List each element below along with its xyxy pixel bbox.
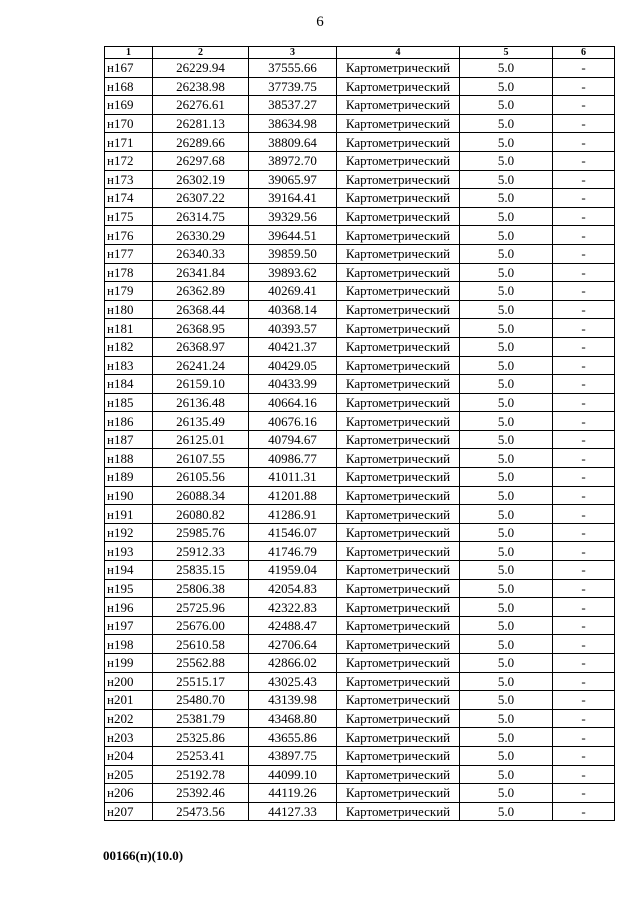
- note-cell: -: [553, 207, 615, 226]
- table-row: [105, 282, 615, 301]
- x-coordinate-cell: 25325.86: [153, 728, 249, 747]
- table-row: [105, 468, 615, 487]
- method-cell: Картометрический: [337, 486, 460, 505]
- point-id-cell: н207: [105, 802, 153, 821]
- note-cell: -: [553, 282, 615, 301]
- y-coordinate-cell: 40794.67: [249, 430, 337, 449]
- note-cell: -: [553, 709, 615, 728]
- point-id-cell: н174: [105, 189, 153, 208]
- y-coordinate-cell: 38972.70: [249, 151, 337, 170]
- y-coordinate-cell: 44099.10: [249, 765, 337, 784]
- point-id-cell: н170: [105, 114, 153, 133]
- accuracy-cell: 5.0: [460, 505, 553, 524]
- table-row: [105, 486, 615, 505]
- point-id-cell: н167: [105, 59, 153, 78]
- x-coordinate-cell: 26159.10: [153, 375, 249, 394]
- point-id-cell: н181: [105, 319, 153, 338]
- table-row: [105, 635, 615, 654]
- point-id-cell: н194: [105, 561, 153, 580]
- accuracy-cell: 5.0: [460, 133, 553, 152]
- table-row: [105, 133, 615, 152]
- accuracy-cell: 5.0: [460, 672, 553, 691]
- table-row: [105, 96, 615, 115]
- x-coordinate-cell: 26368.97: [153, 337, 249, 356]
- y-coordinate-cell: 37739.75: [249, 77, 337, 96]
- x-coordinate-cell: 26340.33: [153, 244, 249, 263]
- accuracy-cell: 5.0: [460, 691, 553, 710]
- accuracy-cell: 5.0: [460, 561, 553, 580]
- accuracy-cell: 5.0: [460, 765, 553, 784]
- coordinates-table: [104, 46, 615, 821]
- accuracy-cell: 5.0: [460, 282, 553, 301]
- x-coordinate-cell: 25835.15: [153, 561, 249, 580]
- x-coordinate-cell: 26135.49: [153, 412, 249, 431]
- y-coordinate-cell: 40368.14: [249, 300, 337, 319]
- y-coordinate-cell: 41959.04: [249, 561, 337, 580]
- x-coordinate-cell: 26314.75: [153, 207, 249, 226]
- x-coordinate-cell: 26281.13: [153, 114, 249, 133]
- x-coordinate-cell: 26297.68: [153, 151, 249, 170]
- y-coordinate-cell: 41746.79: [249, 542, 337, 561]
- table-row: [105, 393, 615, 412]
- point-id-cell: н169: [105, 96, 153, 115]
- y-coordinate-cell: 42488.47: [249, 616, 337, 635]
- note-cell: -: [553, 765, 615, 784]
- note-cell: -: [553, 449, 615, 468]
- note-cell: -: [553, 412, 615, 431]
- method-cell: Картометрический: [337, 375, 460, 394]
- note-cell: -: [553, 319, 615, 338]
- x-coordinate-cell: 26307.22: [153, 189, 249, 208]
- note-cell: -: [553, 468, 615, 487]
- accuracy-cell: 5.0: [460, 486, 553, 505]
- method-cell: Картометрический: [337, 542, 460, 561]
- x-coordinate-cell: 25562.88: [153, 654, 249, 673]
- note-cell: -: [553, 226, 615, 245]
- accuracy-cell: 5.0: [460, 523, 553, 542]
- point-id-cell: н183: [105, 356, 153, 375]
- x-coordinate-cell: 26107.55: [153, 449, 249, 468]
- note-cell: -: [553, 784, 615, 803]
- point-id-cell: н176: [105, 226, 153, 245]
- note-cell: -: [553, 263, 615, 282]
- point-id-cell: н201: [105, 691, 153, 710]
- x-coordinate-cell: 26088.34: [153, 486, 249, 505]
- method-cell: Картометрический: [337, 207, 460, 226]
- y-coordinate-cell: 40676.16: [249, 412, 337, 431]
- table-row: [105, 356, 615, 375]
- note-cell: -: [553, 96, 615, 115]
- x-coordinate-cell: 26341.84: [153, 263, 249, 282]
- note-cell: -: [553, 356, 615, 375]
- point-id-cell: н187: [105, 430, 153, 449]
- table-row: [105, 449, 615, 468]
- y-coordinate-cell: 38634.98: [249, 114, 337, 133]
- column-header-4: 4: [337, 47, 460, 59]
- y-coordinate-cell: 44119.26: [249, 784, 337, 803]
- y-coordinate-cell: 39065.97: [249, 170, 337, 189]
- x-coordinate-cell: 25725.96: [153, 598, 249, 617]
- accuracy-cell: 5.0: [460, 337, 553, 356]
- y-coordinate-cell: 39644.51: [249, 226, 337, 245]
- note-cell: -: [553, 170, 615, 189]
- table-row: [105, 226, 615, 245]
- x-coordinate-cell: 26136.48: [153, 393, 249, 412]
- y-coordinate-cell: 43897.75: [249, 746, 337, 765]
- method-cell: Картометрический: [337, 282, 460, 301]
- method-cell: Картометрический: [337, 133, 460, 152]
- point-id-cell: н206: [105, 784, 153, 803]
- point-id-cell: н188: [105, 449, 153, 468]
- accuracy-cell: 5.0: [460, 263, 553, 282]
- x-coordinate-cell: 26105.56: [153, 468, 249, 487]
- y-coordinate-cell: 43139.98: [249, 691, 337, 710]
- column-header-5: 5: [460, 47, 553, 59]
- point-id-cell: н173: [105, 170, 153, 189]
- table-row: [105, 523, 615, 542]
- y-coordinate-cell: 41286.91: [249, 505, 337, 524]
- method-cell: Картометрический: [337, 635, 460, 654]
- method-cell: Картометрический: [337, 114, 460, 133]
- point-id-cell: н175: [105, 207, 153, 226]
- y-coordinate-cell: 40664.16: [249, 393, 337, 412]
- note-cell: -: [553, 133, 615, 152]
- accuracy-cell: 5.0: [460, 449, 553, 468]
- note-cell: -: [553, 337, 615, 356]
- point-id-cell: н171: [105, 133, 153, 152]
- note-cell: -: [553, 114, 615, 133]
- x-coordinate-cell: 25806.38: [153, 579, 249, 598]
- x-coordinate-cell: 25912.33: [153, 542, 249, 561]
- x-coordinate-cell: 25985.76: [153, 523, 249, 542]
- note-cell: -: [553, 635, 615, 654]
- note-cell: -: [553, 430, 615, 449]
- method-cell: Картометрический: [337, 505, 460, 524]
- y-coordinate-cell: 37555.66: [249, 59, 337, 78]
- point-id-cell: н182: [105, 337, 153, 356]
- x-coordinate-cell: 26229.94: [153, 59, 249, 78]
- point-id-cell: н180: [105, 300, 153, 319]
- method-cell: Картометрический: [337, 784, 460, 803]
- table-row: [105, 691, 615, 710]
- accuracy-cell: 5.0: [460, 375, 553, 394]
- method-cell: Картометрический: [337, 170, 460, 189]
- x-coordinate-cell: 26125.01: [153, 430, 249, 449]
- table-row: [105, 412, 615, 431]
- note-cell: -: [553, 691, 615, 710]
- table-row: [105, 598, 615, 617]
- y-coordinate-cell: 40433.99: [249, 375, 337, 394]
- y-coordinate-cell: 40393.57: [249, 319, 337, 338]
- table-row: [105, 802, 615, 821]
- x-coordinate-cell: 26362.89: [153, 282, 249, 301]
- note-cell: -: [553, 151, 615, 170]
- accuracy-cell: 5.0: [460, 189, 553, 208]
- y-coordinate-cell: 40429.05: [249, 356, 337, 375]
- table-row: [105, 207, 615, 226]
- point-id-cell: н204: [105, 746, 153, 765]
- table-header-row: [105, 47, 615, 59]
- table-body: [105, 59, 615, 821]
- table-row: [105, 672, 615, 691]
- table-row: [105, 375, 615, 394]
- method-cell: Картометрический: [337, 300, 460, 319]
- y-coordinate-cell: 38537.27: [249, 96, 337, 115]
- method-cell: Картометрический: [337, 337, 460, 356]
- method-cell: Картометрический: [337, 616, 460, 635]
- table-row: [105, 170, 615, 189]
- note-cell: -: [553, 561, 615, 580]
- y-coordinate-cell: 39164.41: [249, 189, 337, 208]
- point-id-cell: н184: [105, 375, 153, 394]
- note-cell: -: [553, 189, 615, 208]
- accuracy-cell: 5.0: [460, 319, 553, 338]
- x-coordinate-cell: 26330.29: [153, 226, 249, 245]
- table-row: [105, 616, 615, 635]
- method-cell: Картометрический: [337, 244, 460, 263]
- note-cell: -: [553, 244, 615, 263]
- table-row: [105, 263, 615, 282]
- table-row: [105, 300, 615, 319]
- point-id-cell: н198: [105, 635, 153, 654]
- accuracy-cell: 5.0: [460, 77, 553, 96]
- method-cell: Картометрический: [337, 449, 460, 468]
- y-coordinate-cell: 38809.64: [249, 133, 337, 152]
- column-header-3: 3: [249, 47, 337, 59]
- page-number: 6: [316, 14, 324, 30]
- table-row: [105, 337, 615, 356]
- method-cell: Картометрический: [337, 709, 460, 728]
- method-cell: Картометрический: [337, 691, 460, 710]
- method-cell: Картометрический: [337, 746, 460, 765]
- method-cell: Картометрический: [337, 468, 460, 487]
- y-coordinate-cell: 39893.62: [249, 263, 337, 282]
- method-cell: Картометрический: [337, 393, 460, 412]
- point-id-cell: н190: [105, 486, 153, 505]
- table-row: [105, 505, 615, 524]
- method-cell: Картометрический: [337, 263, 460, 282]
- x-coordinate-cell: 26368.95: [153, 319, 249, 338]
- accuracy-cell: 5.0: [460, 412, 553, 431]
- method-cell: Картометрический: [337, 226, 460, 245]
- point-id-cell: н196: [105, 598, 153, 617]
- point-id-cell: н191: [105, 505, 153, 524]
- point-id-cell: н189: [105, 468, 153, 487]
- x-coordinate-cell: 26241.24: [153, 356, 249, 375]
- note-cell: -: [553, 598, 615, 617]
- point-id-cell: н202: [105, 709, 153, 728]
- note-cell: -: [553, 523, 615, 542]
- point-id-cell: н200: [105, 672, 153, 691]
- method-cell: Картометрический: [337, 561, 460, 580]
- method-cell: Картометрический: [337, 579, 460, 598]
- y-coordinate-cell: 43468.80: [249, 709, 337, 728]
- y-coordinate-cell: 41011.31: [249, 468, 337, 487]
- table-row: [105, 77, 615, 96]
- table-row: [105, 189, 615, 208]
- accuracy-cell: 5.0: [460, 430, 553, 449]
- x-coordinate-cell: 25480.70: [153, 691, 249, 710]
- accuracy-cell: 5.0: [460, 59, 553, 78]
- y-coordinate-cell: 41546.07: [249, 523, 337, 542]
- y-coordinate-cell: 41201.88: [249, 486, 337, 505]
- method-cell: Картометрический: [337, 523, 460, 542]
- accuracy-cell: 5.0: [460, 598, 553, 617]
- accuracy-cell: 5.0: [460, 356, 553, 375]
- column-header-6: 6: [553, 47, 615, 59]
- column-header-1: 1: [105, 47, 153, 59]
- method-cell: Картометрический: [337, 672, 460, 691]
- column-header-2: 2: [153, 47, 249, 59]
- x-coordinate-cell: 25610.58: [153, 635, 249, 654]
- method-cell: Картометрический: [337, 728, 460, 747]
- point-id-cell: н172: [105, 151, 153, 170]
- point-id-cell: н205: [105, 765, 153, 784]
- method-cell: Картометрический: [337, 802, 460, 821]
- note-cell: -: [553, 579, 615, 598]
- y-coordinate-cell: 42322.83: [249, 598, 337, 617]
- point-id-cell: н203: [105, 728, 153, 747]
- point-id-cell: н193: [105, 542, 153, 561]
- note-cell: -: [553, 728, 615, 747]
- accuracy-cell: 5.0: [460, 728, 553, 747]
- note-cell: -: [553, 616, 615, 635]
- x-coordinate-cell: 25515.17: [153, 672, 249, 691]
- accuracy-cell: 5.0: [460, 654, 553, 673]
- accuracy-cell: 5.0: [460, 244, 553, 263]
- method-cell: Картометрический: [337, 598, 460, 617]
- y-coordinate-cell: 39859.50: [249, 244, 337, 263]
- table-row: [105, 542, 615, 561]
- x-coordinate-cell: 25192.78: [153, 765, 249, 784]
- x-coordinate-cell: 25392.46: [153, 784, 249, 803]
- method-cell: Картометрический: [337, 77, 460, 96]
- note-cell: -: [553, 375, 615, 394]
- accuracy-cell: 5.0: [460, 802, 553, 821]
- method-cell: Картометрический: [337, 412, 460, 431]
- y-coordinate-cell: 42706.64: [249, 635, 337, 654]
- x-coordinate-cell: 25676.00: [153, 616, 249, 635]
- accuracy-cell: 5.0: [460, 170, 553, 189]
- accuracy-cell: 5.0: [460, 542, 553, 561]
- table-row: [105, 319, 615, 338]
- accuracy-cell: 5.0: [460, 616, 553, 635]
- y-coordinate-cell: 40986.77: [249, 449, 337, 468]
- method-cell: Картометрический: [337, 151, 460, 170]
- accuracy-cell: 5.0: [460, 151, 553, 170]
- x-coordinate-cell: 26238.98: [153, 77, 249, 96]
- point-id-cell: н195: [105, 579, 153, 598]
- accuracy-cell: 5.0: [460, 635, 553, 654]
- table-row: [105, 765, 615, 784]
- method-cell: Картометрический: [337, 654, 460, 673]
- note-cell: -: [553, 802, 615, 821]
- y-coordinate-cell: 39329.56: [249, 207, 337, 226]
- point-id-cell: н179: [105, 282, 153, 301]
- method-cell: Картометрический: [337, 356, 460, 375]
- y-coordinate-cell: 43655.86: [249, 728, 337, 747]
- table-row: [105, 728, 615, 747]
- note-cell: -: [553, 542, 615, 561]
- y-coordinate-cell: 43025.43: [249, 672, 337, 691]
- accuracy-cell: 5.0: [460, 746, 553, 765]
- table-row: [105, 746, 615, 765]
- method-cell: Картометрический: [337, 319, 460, 338]
- accuracy-cell: 5.0: [460, 784, 553, 803]
- point-id-cell: н186: [105, 412, 153, 431]
- point-id-cell: н199: [105, 654, 153, 673]
- table-row: [105, 654, 615, 673]
- accuracy-cell: 5.0: [460, 207, 553, 226]
- x-coordinate-cell: 26289.66: [153, 133, 249, 152]
- method-cell: Картометрический: [337, 189, 460, 208]
- note-cell: -: [553, 654, 615, 673]
- note-cell: -: [553, 77, 615, 96]
- x-coordinate-cell: 26080.82: [153, 505, 249, 524]
- note-cell: -: [553, 393, 615, 412]
- y-coordinate-cell: 44127.33: [249, 802, 337, 821]
- accuracy-cell: 5.0: [460, 709, 553, 728]
- x-coordinate-cell: 26276.61: [153, 96, 249, 115]
- method-cell: Картометрический: [337, 96, 460, 115]
- method-cell: Картометрический: [337, 59, 460, 78]
- point-id-cell: н168: [105, 77, 153, 96]
- x-coordinate-cell: 26302.19: [153, 170, 249, 189]
- accuracy-cell: 5.0: [460, 226, 553, 245]
- y-coordinate-cell: 40421.37: [249, 337, 337, 356]
- accuracy-cell: 5.0: [460, 579, 553, 598]
- method-cell: Картометрический: [337, 765, 460, 784]
- accuracy-cell: 5.0: [460, 96, 553, 115]
- table-row: [105, 561, 615, 580]
- table-row: [105, 151, 615, 170]
- table-row: [105, 244, 615, 263]
- note-cell: -: [553, 486, 615, 505]
- table-row: [105, 430, 615, 449]
- note-cell: -: [553, 672, 615, 691]
- y-coordinate-cell: 42866.02: [249, 654, 337, 673]
- note-cell: -: [553, 746, 615, 765]
- accuracy-cell: 5.0: [460, 393, 553, 412]
- x-coordinate-cell: 25473.56: [153, 802, 249, 821]
- point-id-cell: н185: [105, 393, 153, 412]
- table-row: [105, 709, 615, 728]
- note-cell: -: [553, 59, 615, 78]
- point-id-cell: н177: [105, 244, 153, 263]
- point-id-cell: н178: [105, 263, 153, 282]
- table-row: [105, 59, 615, 78]
- document-code: 00166(п)(10.0): [103, 848, 184, 863]
- table-row: [105, 579, 615, 598]
- accuracy-cell: 5.0: [460, 468, 553, 487]
- y-coordinate-cell: 40269.41: [249, 282, 337, 301]
- note-cell: -: [553, 300, 615, 319]
- x-coordinate-cell: 25253.41: [153, 746, 249, 765]
- method-cell: Картометрический: [337, 430, 460, 449]
- accuracy-cell: 5.0: [460, 114, 553, 133]
- x-coordinate-cell: 26368.44: [153, 300, 249, 319]
- table-row: [105, 114, 615, 133]
- x-coordinate-cell: 25381.79: [153, 709, 249, 728]
- y-coordinate-cell: 42054.83: [249, 579, 337, 598]
- note-cell: -: [553, 505, 615, 524]
- table-row: [105, 784, 615, 803]
- point-id-cell: н192: [105, 523, 153, 542]
- accuracy-cell: 5.0: [460, 300, 553, 319]
- point-id-cell: н197: [105, 616, 153, 635]
